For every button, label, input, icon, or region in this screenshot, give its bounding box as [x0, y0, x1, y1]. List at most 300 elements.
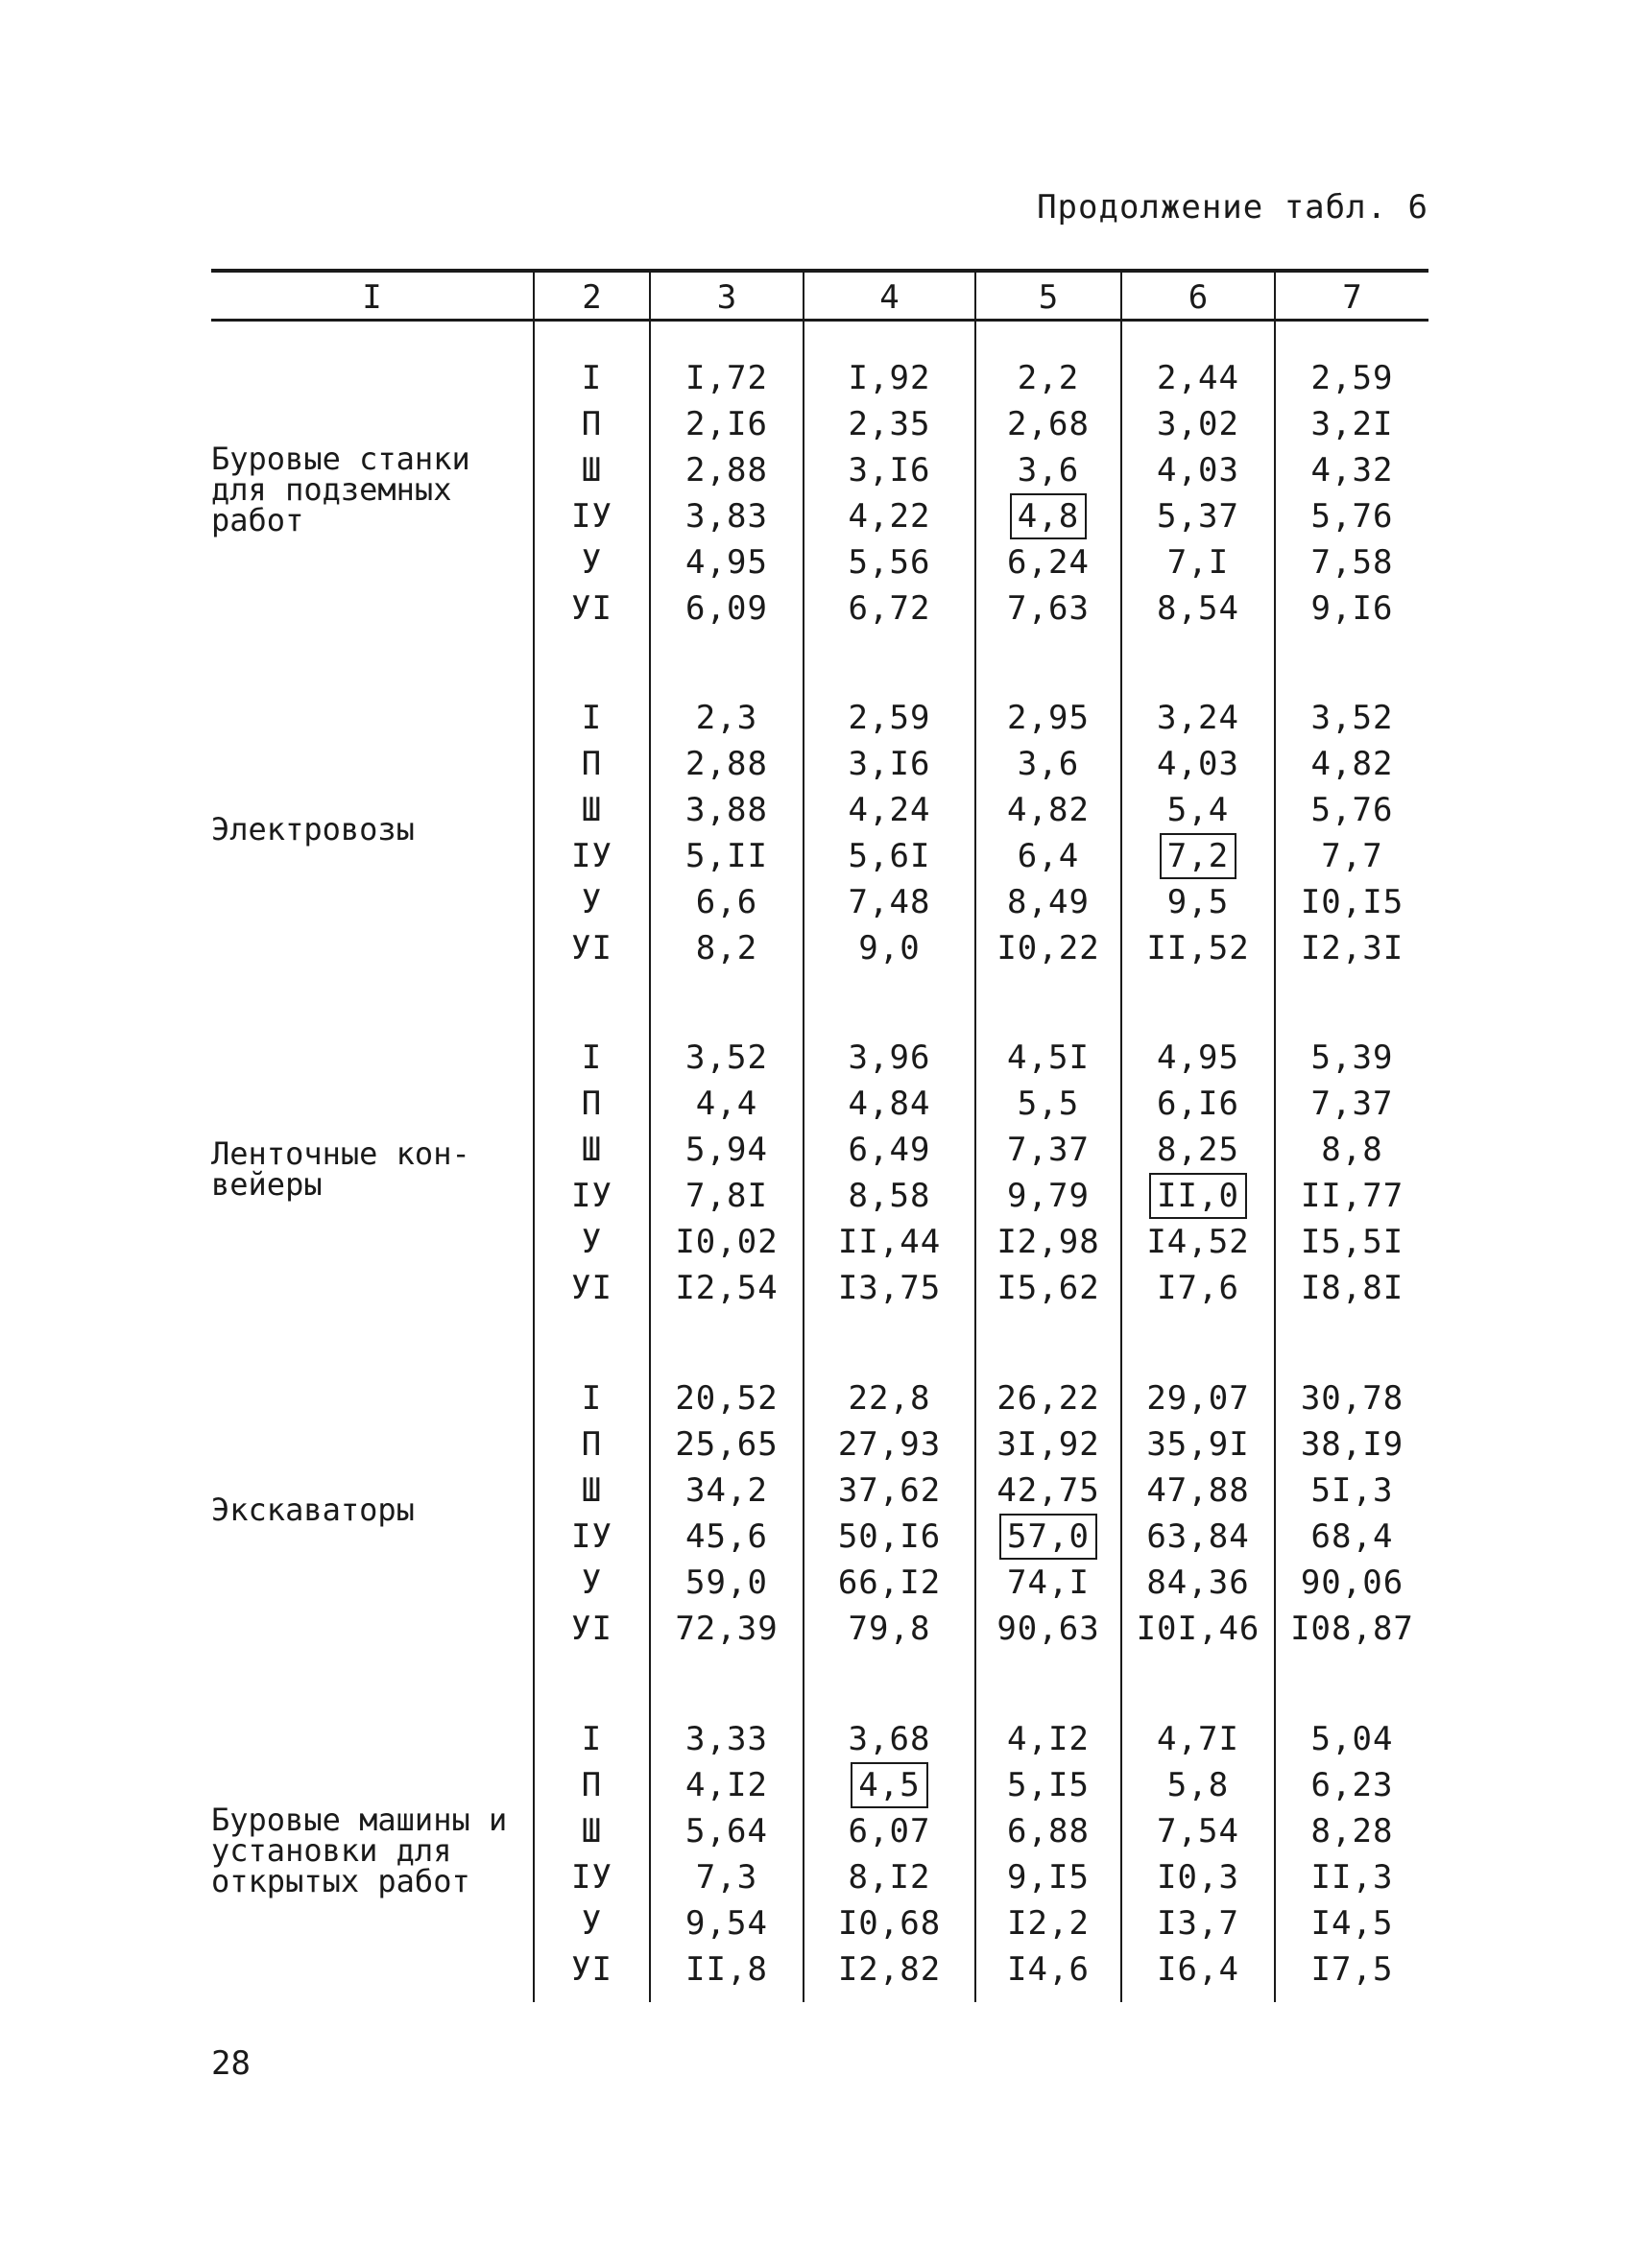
value-cell	[804, 1039, 974, 1077]
cell-value: 3,2I	[1310, 405, 1394, 443]
cell-value: 9,5	[1166, 883, 1230, 921]
cell-value: 7,37	[1310, 1085, 1394, 1123]
cell-value: 3,24	[1157, 699, 1239, 737]
cell-value: 26,22	[996, 1379, 1100, 1418]
value-cell	[1122, 699, 1274, 737]
highlighted-value: II,0	[1149, 1173, 1247, 1219]
value-cell	[1122, 1131, 1274, 1169]
cell-value: 22,8	[848, 1379, 931, 1418]
grade-cell: Ш	[581, 791, 603, 829]
cell-value: 4,22	[848, 497, 931, 536]
cell-value: 5,94	[685, 1131, 768, 1169]
value-cell	[1276, 1131, 1428, 1169]
grade-cell: У	[581, 883, 603, 921]
value-cell	[1276, 1085, 1428, 1123]
value-cell	[651, 745, 803, 783]
value-cell	[976, 1223, 1120, 1261]
cell-value: 63,84	[1146, 1517, 1250, 1556]
table-caption: Продолжение табл. 6	[1037, 188, 1428, 227]
cell-value: 9,I5	[1007, 1858, 1090, 1897]
cell-value: 9,0	[858, 929, 921, 967]
cell-value: 84,36	[1146, 1564, 1250, 1602]
cell-value: 30,78	[1300, 1379, 1404, 1418]
grade-cell: У	[581, 1904, 603, 1943]
cell-value: 5,39	[1310, 1039, 1394, 1077]
cell-value: 3,96	[848, 1039, 931, 1077]
header-cell-7: 7	[1342, 278, 1362, 317]
value-cell	[1276, 1223, 1428, 1261]
data-table	[211, 269, 1428, 2002]
value-cell	[1276, 451, 1428, 489]
cell-value: I08,87	[1290, 1610, 1414, 1648]
cell-value: 2,3	[695, 699, 758, 737]
cell-value: 4,I2	[685, 1766, 768, 1804]
cell-value: 6,4	[1017, 837, 1080, 875]
cell-value: I3,75	[837, 1269, 942, 1307]
grade-cell: I	[581, 1379, 603, 1418]
cell-value: 5,6I	[848, 837, 931, 875]
cell-value: 2,88	[685, 745, 768, 783]
value-cell	[1122, 405, 1274, 443]
value-cell	[1276, 1039, 1428, 1077]
cell-value: 4,4	[695, 1085, 758, 1123]
cell-value: 7,63	[1007, 589, 1090, 628]
value-cell	[1276, 1950, 1428, 1989]
grade-cell: П	[581, 1425, 603, 1464]
cell-value: 5,56	[848, 543, 931, 582]
value-cell	[1122, 1471, 1274, 1510]
cell-value: 38,I9	[1300, 1425, 1404, 1464]
cell-value: I5,62	[996, 1269, 1100, 1307]
cell-value: 8,49	[1007, 883, 1090, 921]
value-cell	[651, 1085, 803, 1123]
cell-value: 47,88	[1146, 1471, 1250, 1510]
cell-value: II,8	[685, 1950, 768, 1989]
cell-value: I0,68	[837, 1904, 942, 1943]
value-cell	[976, 883, 1120, 921]
cell-value: 37,62	[837, 1471, 942, 1510]
cell-value: 68,4	[1310, 1517, 1394, 1556]
cell-value: II,44	[837, 1223, 942, 1261]
cell-value: 6,I6	[1157, 1085, 1239, 1123]
value-cell	[976, 791, 1120, 829]
value-cell	[1276, 1720, 1428, 1758]
cell-value: 7,58	[1310, 543, 1394, 582]
value-cell	[804, 699, 974, 737]
value-cell	[651, 837, 803, 875]
value-cell	[651, 1564, 803, 1602]
cell-value: 4,03	[1157, 451, 1239, 489]
highlighted-value: 57,0	[999, 1514, 1097, 1560]
value-cell	[1276, 1610, 1428, 1648]
value-cell	[1122, 745, 1274, 783]
value-cell	[804, 745, 974, 783]
cell-value: 5,II	[685, 837, 768, 875]
cell-value: 3,6	[1017, 745, 1080, 783]
cell-value: I2,3I	[1300, 929, 1404, 967]
cell-value: 2,35	[848, 405, 931, 443]
value-cell	[1122, 1223, 1274, 1261]
highlighted-value: 4,8	[1010, 493, 1087, 539]
group-label: Электровозы	[211, 811, 415, 848]
cell-value: 6,23	[1310, 1766, 1394, 1804]
group-label: Экскаваторы	[211, 1492, 415, 1528]
grade-cell: IУ	[571, 497, 612, 536]
cell-value: 59,0	[685, 1564, 768, 1602]
header-cell-1: I	[362, 278, 382, 317]
group-label: Буровые станки для подземных работ	[211, 441, 470, 538]
value-cell	[1276, 1904, 1428, 1943]
cell-value: I2,98	[996, 1223, 1100, 1261]
value-cell	[651, 589, 803, 628]
value-cell	[976, 1131, 1120, 1169]
cell-value: 3,33	[685, 1720, 768, 1758]
cell-value: 4,7I	[1157, 1720, 1239, 1758]
cell-value: I,92	[848, 359, 931, 397]
cell-value: 3,88	[685, 791, 768, 829]
cell-value: 7,3	[695, 1858, 758, 1897]
grade-cell: IУ	[571, 1858, 612, 1897]
cell-value: I7,6	[1157, 1269, 1239, 1307]
value-cell	[1276, 745, 1428, 783]
cell-value: 8,I2	[848, 1858, 931, 1897]
cell-value: I3,7	[1157, 1904, 1239, 1943]
value-cell	[976, 1177, 1120, 1215]
value-cell	[651, 359, 803, 397]
value-cell	[651, 1471, 803, 1510]
cell-value: 7,I	[1166, 543, 1230, 582]
cell-value: 27,93	[837, 1425, 942, 1464]
value-cell	[1122, 1039, 1274, 1077]
value-cell	[804, 359, 974, 397]
table-top-rule	[211, 269, 1428, 273]
cell-value: 74,I	[1007, 1564, 1090, 1602]
grade-cell: УI	[571, 1610, 612, 1648]
cell-value: 5,64	[685, 1812, 768, 1850]
cell-value: I2,82	[837, 1950, 942, 1989]
value-cell	[1122, 1720, 1274, 1758]
value-cell	[651, 1177, 803, 1215]
value-cell	[1276, 1517, 1428, 1556]
value-cell	[651, 883, 803, 921]
cell-value: I0,02	[675, 1223, 779, 1261]
cell-value: 3,I6	[848, 745, 931, 783]
cell-value: 29,07	[1146, 1379, 1250, 1418]
grade-cell: УI	[571, 1269, 612, 1307]
value-cell	[804, 929, 974, 967]
value-cell	[651, 1858, 803, 1897]
cell-value: 5,37	[1157, 497, 1239, 536]
value-cell	[804, 1950, 974, 1989]
value-cell	[976, 1517, 1120, 1556]
value-cell	[804, 451, 974, 489]
value-cell	[976, 1812, 1120, 1850]
value-cell	[976, 1085, 1120, 1123]
highlighted-value: 7,2	[1160, 833, 1236, 879]
cell-value: 4,32	[1310, 451, 1394, 489]
cell-value: 5I,3	[1310, 1471, 1394, 1510]
cell-value: 9,I6	[1310, 589, 1394, 628]
grade-cell: П	[581, 1766, 603, 1804]
value-cell	[804, 1564, 974, 1602]
value-cell	[651, 1517, 803, 1556]
grade-cell: П	[581, 405, 603, 443]
cell-value: 4,82	[1310, 745, 1394, 783]
value-cell	[804, 589, 974, 628]
value-cell	[1122, 1812, 1274, 1850]
value-cell	[1122, 1610, 1274, 1648]
cell-value: I0,I5	[1300, 883, 1404, 921]
value-cell	[651, 1379, 803, 1418]
value-cell	[651, 1269, 803, 1307]
cell-value: 66,I2	[837, 1564, 942, 1602]
value-cell	[1122, 359, 1274, 397]
cell-value: 6,09	[685, 589, 768, 628]
cell-value: II,77	[1300, 1177, 1404, 1215]
value-cell	[1276, 543, 1428, 582]
value-cell	[804, 1085, 974, 1123]
page-number: 28	[211, 2044, 251, 2083]
value-cell	[1276, 589, 1428, 628]
cell-value: 8,25	[1157, 1131, 1239, 1169]
value-cell	[804, 1131, 974, 1169]
value-cell	[1122, 1950, 1274, 1989]
value-cell	[1122, 1564, 1274, 1602]
value-cell	[804, 1269, 974, 1307]
cell-value: 8,28	[1310, 1812, 1394, 1850]
group-label: Ленточные кон- вейеры	[211, 1135, 470, 1203]
value-cell	[1122, 791, 1274, 829]
cell-value: 20,52	[675, 1379, 779, 1418]
value-cell	[651, 1904, 803, 1943]
value-cell	[804, 883, 974, 921]
cell-value: 2,95	[1007, 699, 1090, 737]
cell-value: 4,82	[1007, 791, 1090, 829]
header-cell-3: 3	[716, 278, 737, 317]
value-cell	[804, 1471, 974, 1510]
value-cell	[1122, 837, 1274, 875]
value-cell	[1276, 791, 1428, 829]
cell-value: 6,49	[848, 1131, 931, 1169]
cell-value: 8,2	[695, 929, 758, 967]
value-cell	[1276, 699, 1428, 737]
value-cell	[1276, 929, 1428, 967]
value-cell	[1122, 929, 1274, 967]
value-cell	[976, 1904, 1120, 1943]
value-cell	[1276, 837, 1428, 875]
cell-value: 4,24	[848, 791, 931, 829]
value-cell	[804, 1858, 974, 1897]
cell-value: 4,5I	[1007, 1039, 1090, 1077]
cell-value: 7,7	[1321, 837, 1383, 875]
value-cell	[976, 699, 1120, 737]
value-cell	[651, 497, 803, 536]
value-cell	[1276, 1269, 1428, 1307]
value-cell	[804, 405, 974, 443]
value-cell	[976, 1471, 1120, 1510]
value-cell	[1122, 497, 1274, 536]
cell-value: 50,I6	[837, 1517, 942, 1556]
value-cell	[804, 837, 974, 875]
value-cell	[976, 1425, 1120, 1464]
value-cell	[651, 1425, 803, 1464]
value-cell	[1122, 1269, 1274, 1307]
value-cell	[976, 1564, 1120, 1602]
cell-value: 3,52	[685, 1039, 768, 1077]
cell-value: 9,79	[1007, 1177, 1090, 1215]
cell-value: 5,76	[1310, 791, 1394, 829]
cell-value: 34,2	[685, 1471, 768, 1510]
cell-value: 7,54	[1157, 1812, 1239, 1850]
value-cell	[804, 1379, 974, 1418]
cell-value: 5,5	[1017, 1085, 1080, 1123]
value-cell	[651, 1950, 803, 1989]
value-cell	[804, 1610, 974, 1648]
value-cell	[1276, 1564, 1428, 1602]
header-cell-6: 6	[1188, 278, 1209, 317]
value-cell	[651, 699, 803, 737]
cell-value: I4,5	[1310, 1904, 1394, 1943]
grade-cell: IУ	[571, 1517, 612, 1556]
value-cell	[1276, 883, 1428, 921]
value-cell	[804, 1177, 974, 1215]
cell-value: 3,52	[1310, 699, 1394, 737]
grade-cell: Ш	[581, 1812, 603, 1850]
cell-value: 2,68	[1007, 405, 1090, 443]
value-cell	[804, 791, 974, 829]
cell-value: 4,84	[848, 1085, 931, 1123]
cell-value: 8,54	[1157, 589, 1239, 628]
value-cell	[976, 451, 1120, 489]
value-cell	[976, 1610, 1120, 1648]
cell-value: 3,02	[1157, 405, 1239, 443]
cell-value: I0,3	[1157, 1858, 1239, 1897]
cell-value: 5,8	[1166, 1766, 1230, 1804]
grade-cell: Ш	[581, 451, 603, 489]
value-cell	[651, 1223, 803, 1261]
cell-value: I6,4	[1157, 1950, 1239, 1989]
grade-cell: У	[581, 1564, 603, 1602]
value-cell	[1122, 451, 1274, 489]
cell-value: 90,06	[1300, 1564, 1404, 1602]
cell-value: II,52	[1146, 929, 1250, 967]
cell-value: 6,6	[695, 883, 758, 921]
value-cell	[651, 1610, 803, 1648]
value-cell	[651, 1766, 803, 1804]
value-cell	[651, 1812, 803, 1850]
cell-value: 2,I6	[685, 405, 768, 443]
value-cell	[651, 451, 803, 489]
cell-value: 8,58	[848, 1177, 931, 1215]
cell-value: 90,63	[996, 1610, 1100, 1648]
cell-value: 25,65	[675, 1425, 779, 1464]
value-cell	[976, 745, 1120, 783]
cell-value: 7,37	[1007, 1131, 1090, 1169]
value-cell	[651, 929, 803, 967]
value-cell	[1276, 1425, 1428, 1464]
value-cell	[1122, 1904, 1274, 1943]
cell-value: 3,68	[848, 1720, 931, 1758]
cell-value: I8,8I	[1300, 1269, 1404, 1307]
grade-cell: IУ	[571, 1177, 612, 1215]
grade-cell: П	[581, 1085, 603, 1123]
cell-value: 72,39	[675, 1610, 779, 1648]
cell-value: 35,9I	[1146, 1425, 1250, 1464]
cell-value: I4,6	[1007, 1950, 1090, 1989]
value-cell	[651, 543, 803, 582]
group-label: Буровые машины и установки для открытых работ	[211, 1802, 508, 1899]
cell-value: 4,I2	[1007, 1720, 1090, 1758]
cell-value: 4,95	[1157, 1039, 1239, 1077]
cell-value: 5,76	[1310, 497, 1394, 536]
cell-value: 2,2	[1017, 359, 1080, 397]
cell-value: 6,88	[1007, 1812, 1090, 1850]
value-cell	[1276, 497, 1428, 536]
value-cell	[976, 929, 1120, 967]
grade-cell: I	[581, 1720, 603, 1758]
value-cell	[651, 1720, 803, 1758]
value-cell	[1122, 1766, 1274, 1804]
value-cell	[804, 1720, 974, 1758]
grade-cell: I	[581, 1039, 603, 1077]
cell-value: 9,54	[685, 1904, 768, 1943]
cell-value: 5,04	[1310, 1720, 1394, 1758]
value-cell	[976, 497, 1120, 536]
value-cell	[976, 1379, 1120, 1418]
cell-value: 3I,92	[996, 1425, 1100, 1464]
grade-cell: УI	[571, 1950, 612, 1989]
cell-value: 2,44	[1157, 359, 1239, 397]
cell-value: 3,83	[685, 497, 768, 536]
value-cell	[804, 1904, 974, 1943]
value-cell	[1122, 589, 1274, 628]
value-cell	[804, 1812, 974, 1850]
value-cell	[1276, 1812, 1428, 1850]
cell-value: I5,5I	[1300, 1223, 1404, 1261]
cell-value: 6,72	[848, 589, 931, 628]
value-cell	[1122, 1858, 1274, 1897]
value-cell	[976, 1720, 1120, 1758]
grade-cell: Ш	[581, 1131, 603, 1169]
value-cell	[1276, 1379, 1428, 1418]
grade-cell: I	[581, 359, 603, 397]
cell-value: I4,52	[1146, 1223, 1250, 1261]
cell-value: 4,03	[1157, 745, 1239, 783]
value-cell	[1122, 883, 1274, 921]
value-cell	[976, 359, 1120, 397]
cell-value: 3,I6	[848, 451, 931, 489]
cell-value: I,72	[685, 359, 768, 397]
cell-value: 8,8	[1321, 1131, 1383, 1169]
highlighted-value: 4,5	[851, 1762, 927, 1808]
value-cell	[976, 1269, 1120, 1307]
grade-cell: Ш	[581, 1471, 603, 1510]
cell-value: 7,48	[848, 883, 931, 921]
value-cell	[804, 1425, 974, 1464]
value-cell	[1276, 1766, 1428, 1804]
value-cell	[1276, 1177, 1428, 1215]
grade-cell: I	[581, 699, 603, 737]
cell-value: 3,6	[1017, 451, 1080, 489]
cell-value: 5,4	[1166, 791, 1230, 829]
cell-value: 2,88	[685, 451, 768, 489]
cell-value: I2,2	[1007, 1904, 1090, 1943]
cell-value: 2,59	[1310, 359, 1394, 397]
value-cell	[804, 1223, 974, 1261]
grade-cell: УI	[571, 929, 612, 967]
cell-value: 6,07	[848, 1812, 931, 1850]
value-cell	[976, 589, 1120, 628]
